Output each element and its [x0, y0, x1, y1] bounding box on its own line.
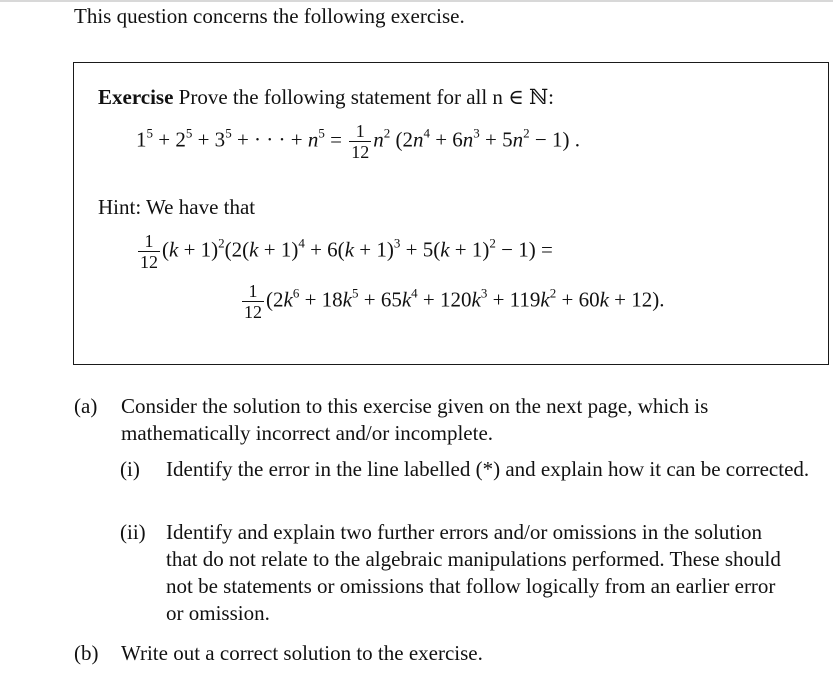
- part-a-i-text: Identify the error in the line labelled (*) and explain how it can be corrected.: [166, 457, 810, 481]
- part-a-text: Consider the solution to this exercise given on the next page, which is mathematically incorrect and/or incomplete.: [121, 394, 709, 445]
- exercise-title: Exercise: [98, 85, 174, 109]
- exercise-text: Prove the following statement for all n ∈ ℕ:: [178, 85, 555, 109]
- fraction: $\frac{1}{12}$: [140, 231, 158, 272]
- hint-equation-line-2: $\frac{1}{12}$ $(2k^6 + 18k^5 + 65k^4 + 120k^3 + 119k^2 + 60k + 12)$.: [244, 281, 665, 322]
- sum-formula: $1^5 + 2^5 + 3^5$ + · · · + $n^5$ = $\frac{1}{12}$ $n^2$ $(2n^4 + 6n^3 + 5n^2 - 1)$ .: [136, 121, 580, 162]
- fraction: $\frac{1}{12}$: [244, 281, 262, 322]
- exercise-box: [73, 62, 829, 365]
- fraction: $\frac{1}{12}$: [351, 121, 370, 162]
- part-a-ii-text: Identify and explain two further errors and/or omissions in the solution that do not relate to the algebraic manipulations performed. These should not be statements or omissions that follow logically from an earlier error or omission.: [166, 520, 781, 625]
- part-a-ii-label: (ii): [120, 520, 146, 544]
- part-b-label: (b): [74, 641, 99, 665]
- part-b-text: Write out a correct solution to the exercise.: [121, 641, 483, 665]
- intro-text: This question concerns the following exercise.: [74, 4, 465, 28]
- hint-text: Hint: We have that: [98, 195, 256, 219]
- part-a-i-label: (i): [120, 457, 140, 481]
- hint-equation-line-1: $\frac{1}{12}$ $(k + 1)^2(2(k + 1)^4 + 6(k + 1)^3 + 5(k + 1)^2 - 1)$ =: [140, 231, 553, 272]
- exercise-statement: [98, 85, 554, 110]
- part-a-label: (a): [74, 394, 98, 418]
- top-divider: [0, 0, 833, 2]
